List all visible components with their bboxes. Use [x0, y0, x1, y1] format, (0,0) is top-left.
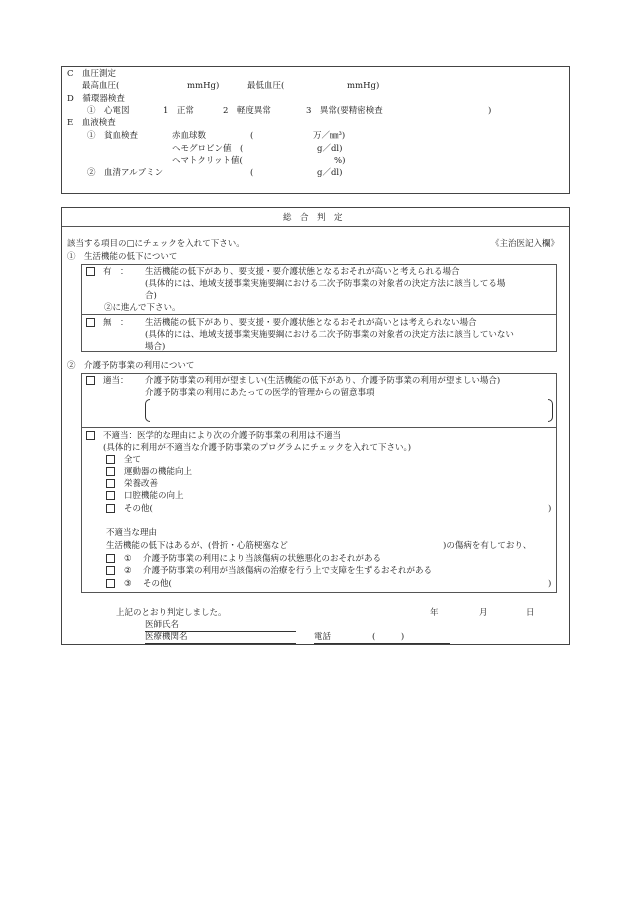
program-item — [106, 479, 115, 490]
doctor-name-label: 医師氏名 — [145, 620, 180, 630]
ecg-label: ① 心電図 — [87, 106, 130, 116]
program-item — [106, 504, 115, 515]
instruction-text: 該当する項目の□にチェックを入れて下さい。 — [67, 239, 245, 249]
program-item — [106, 455, 115, 466]
date-year-label: 年 — [430, 608, 439, 618]
facility-label: 医療機関名 — [145, 632, 188, 642]
suitability-divider — [82, 427, 556, 428]
doctor-entry-note: 《主治医記入欄》 — [491, 239, 560, 249]
circulatory-title: D 循環器検査 — [67, 94, 125, 104]
unsuitable-text-2: (具体的に利用が不適当な介護予防事業のプログラムにチェックを入れて下さい。) — [103, 443, 412, 453]
section2-title: ② 介護予防事業の利用について — [67, 361, 195, 371]
hematocrit-unit: %) — [334, 156, 346, 166]
suitable-text-2: 介護予防事業の利用にあたっての医学的管理からの留意事項 — [145, 388, 375, 398]
max-bp-unit: mmHg) — [187, 81, 220, 91]
yes-row — [86, 267, 95, 278]
program-label-motor: 運動器の機能向上 — [124, 467, 193, 477]
judgment-title: 総 合 判 定 — [283, 213, 343, 223]
program-checkbox-nutrition[interactable] — [106, 479, 115, 488]
min-bp-label: 最低血圧( — [247, 81, 285, 91]
no-text-1: 生活機能の低下があり、要支援・要介護状態となるおそれが高いとは考えられない場合 — [145, 318, 477, 328]
reason-item — [106, 579, 115, 590]
bp-title: C 血圧測定 — [67, 69, 117, 79]
unsuitable-label: 不適当：医学的な理由により次の介護予防事業の利用は不適当 — [103, 431, 342, 441]
suitable-checkbox[interactable] — [86, 376, 95, 385]
yes-label: 有 ： — [103, 267, 129, 277]
phone-paren: ( ) — [372, 632, 405, 642]
ecg-option-close: ) — [488, 106, 492, 116]
phone-label: 電話 — [314, 632, 332, 642]
reason-text-1: 介護予防事業の利用により当該傷病の状態悪化のおそれがある — [143, 554, 382, 564]
ecg-option-mild: 2 軽度異常 — [223, 106, 271, 116]
reason-title: 不適当な理由 — [106, 528, 158, 538]
unsuitable-checkbox[interactable] — [86, 431, 95, 440]
yes-checkbox[interactable] — [86, 267, 95, 276]
reason-checkbox-3[interactable] — [106, 579, 115, 588]
facility-line[interactable] — [145, 643, 296, 644]
unsuitable-row — [86, 431, 95, 442]
program-item — [106, 467, 115, 478]
program-other-close: ) — [548, 504, 552, 514]
reason-checkbox-2[interactable] — [106, 566, 115, 575]
hemoglobin-unit: g／dl) — [317, 144, 343, 154]
no-text-3: 場合) — [145, 342, 166, 352]
albumin-unit: g／dl) — [317, 168, 343, 178]
suitable-row — [86, 376, 95, 387]
rbc-label: 赤血球数 — [172, 131, 207, 141]
reason-item — [106, 566, 115, 577]
reason-close: ) — [548, 579, 552, 589]
program-checkbox-other[interactable] — [106, 504, 115, 513]
judgment-title-divider — [62, 226, 569, 227]
no-row — [86, 318, 95, 329]
reason-text-2: 介護予防事業の利用が当該傷病の治療を行う上で支障を生ずるおそれがある — [143, 566, 433, 576]
hemoglobin-label: ヘモグロビン値 ( — [172, 144, 244, 154]
date-month-label: 月 — [479, 608, 488, 618]
program-label-other: その他( — [124, 504, 153, 514]
function-decline-divider — [82, 314, 556, 315]
no-checkbox[interactable] — [86, 318, 95, 327]
program-checkbox-oral[interactable] — [106, 491, 115, 500]
notes-bracket-left — [145, 399, 150, 422]
suitable-label: 適当： — [103, 376, 129, 386]
anemia-test-label: ① 貧血検査 — [87, 131, 139, 141]
date-day-label: 日 — [526, 608, 535, 618]
blood-test-title: E 血液検査 — [67, 118, 116, 128]
notes-bracket-right[interactable] — [548, 399, 553, 422]
ecg-option-normal: 1 正常 — [163, 106, 194, 116]
signed-statement: 上記のとおり判定しました。 — [116, 608, 227, 618]
program-item — [106, 491, 115, 502]
yes-text-1: 生活機能の低下があり、要支援・要介護状態となるおそれが高いと考えられる場合 — [145, 267, 460, 277]
section1-title: ① 生活機能の低下について — [67, 252, 178, 262]
no-text-2: (具体的には、地域支援事業実施要綱における二次予防事業の対象者の決定方法に該当していない — [145, 330, 514, 340]
reason-num-1: ① — [124, 554, 132, 564]
albumin-open: ( — [250, 168, 254, 178]
reason-item — [106, 554, 115, 565]
reason-num-2: ② — [124, 566, 132, 576]
reason-num-3: ③ — [124, 579, 132, 589]
program-label-all: 全て — [124, 455, 142, 465]
yes-text-4: ②に進んで下さい。 — [104, 303, 181, 313]
min-bp-unit: mmHg) — [347, 81, 380, 91]
yes-text-2: (具体的には、地域支援事業実施要綱における二次予防事業の対象者の決定方法に該当してる場 — [145, 279, 506, 289]
albumin-label: ② 血清アルブミン — [87, 168, 164, 178]
reason-text-end: )の傷病を有しており、 — [443, 541, 532, 551]
ecg-option-abnormal: 3 異常(要精密検査 — [306, 106, 383, 116]
program-checkbox-motor[interactable] — [106, 467, 115, 476]
hematocrit-label: ヘマトクリット値( — [172, 156, 243, 166]
program-label-nutrition: 栄養改善 — [124, 479, 159, 489]
program-checkbox-all[interactable] — [106, 455, 115, 464]
reason-text: 生活機能の低下はあるが、(骨折・心筋梗塞など — [106, 541, 288, 551]
rbc-unit: 万／㎜³) — [313, 131, 346, 141]
max-bp-label: 最高血圧( — [82, 81, 120, 91]
reason-text-3: その他( — [143, 579, 172, 589]
rbc-open: ( — [250, 131, 254, 141]
suitable-text-1: 介護予防事業の利用が望ましい(生活機能の低下があり、介護予防事業の利用が望ましい場合) — [145, 376, 501, 386]
no-label: 無 ： — [103, 318, 129, 328]
program-label-oral: 口腔機能の向上 — [124, 491, 184, 501]
phone-line[interactable] — [314, 643, 450, 644]
yes-text-3: 合) — [145, 291, 157, 301]
reason-checkbox-1[interactable] — [106, 554, 115, 563]
